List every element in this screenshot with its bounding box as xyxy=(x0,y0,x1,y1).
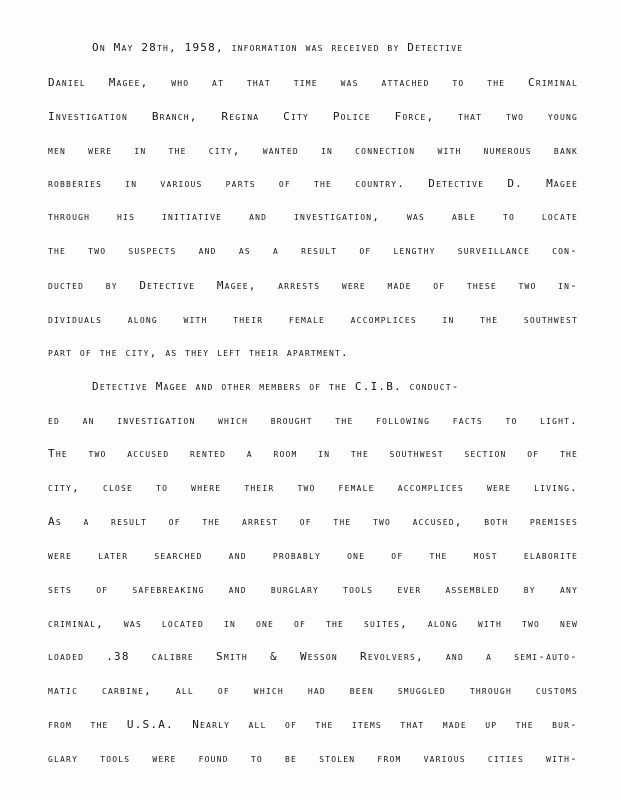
text-line: city, close to where their two female accomplices were living. xyxy=(48,481,578,494)
text-line: Daniel Magee, who at that time was attached to the Criminal xyxy=(48,76,578,89)
text-line: dividuals along with their female accomplices in the southwest xyxy=(48,313,578,326)
text-line: loaded .38 calibre Smith & Wesson Revolvers, and a semi-auto- xyxy=(48,650,578,663)
text-line: ducted by Detective Magee, arrests were made of these two in- xyxy=(48,279,578,292)
text-line: through his initiative and investigation, was able to locate xyxy=(48,210,578,223)
text-line: Investigation Branch, Regina City Police Force, that two young xyxy=(48,110,578,123)
text-line: On May 28th, 1958, information was received by Detective xyxy=(92,41,464,54)
text-line: robberies in various parts of the country. Detective D. Magee xyxy=(48,177,578,190)
text-line: the two suspects and as a result of lengthy surveillance con- xyxy=(48,244,578,257)
text-line: sets of safebreaking and burglary tools ever assembled by any xyxy=(48,583,578,596)
text-line: As a result of the arrest of the two accused, both premises xyxy=(48,515,578,528)
text-line: ed an investigation which brought the following facts to light. xyxy=(48,414,578,427)
text-line: from the U.S.A. Nearly all of the items that made up the bur- xyxy=(48,718,578,731)
text-line: matic carbine, all of which had been smuggled through customs xyxy=(48,684,578,697)
text-line: glary tools were found to be stolen from various cities with- xyxy=(48,752,578,765)
text-line: were later searched and probably one of the most elaborite xyxy=(48,549,578,562)
text-line: part of the city, as they left their apartment. xyxy=(48,346,349,359)
text-line: Detective Magee and other members of the C.I.B. conduct- xyxy=(92,380,460,393)
text-line: men were in the city, wanted in connection with numerous bank xyxy=(48,144,578,157)
text-line: criminal, was located in one of the suites, along with two new xyxy=(48,617,578,630)
text-line: The two accused rented a room in the southwest section of the xyxy=(48,447,578,460)
